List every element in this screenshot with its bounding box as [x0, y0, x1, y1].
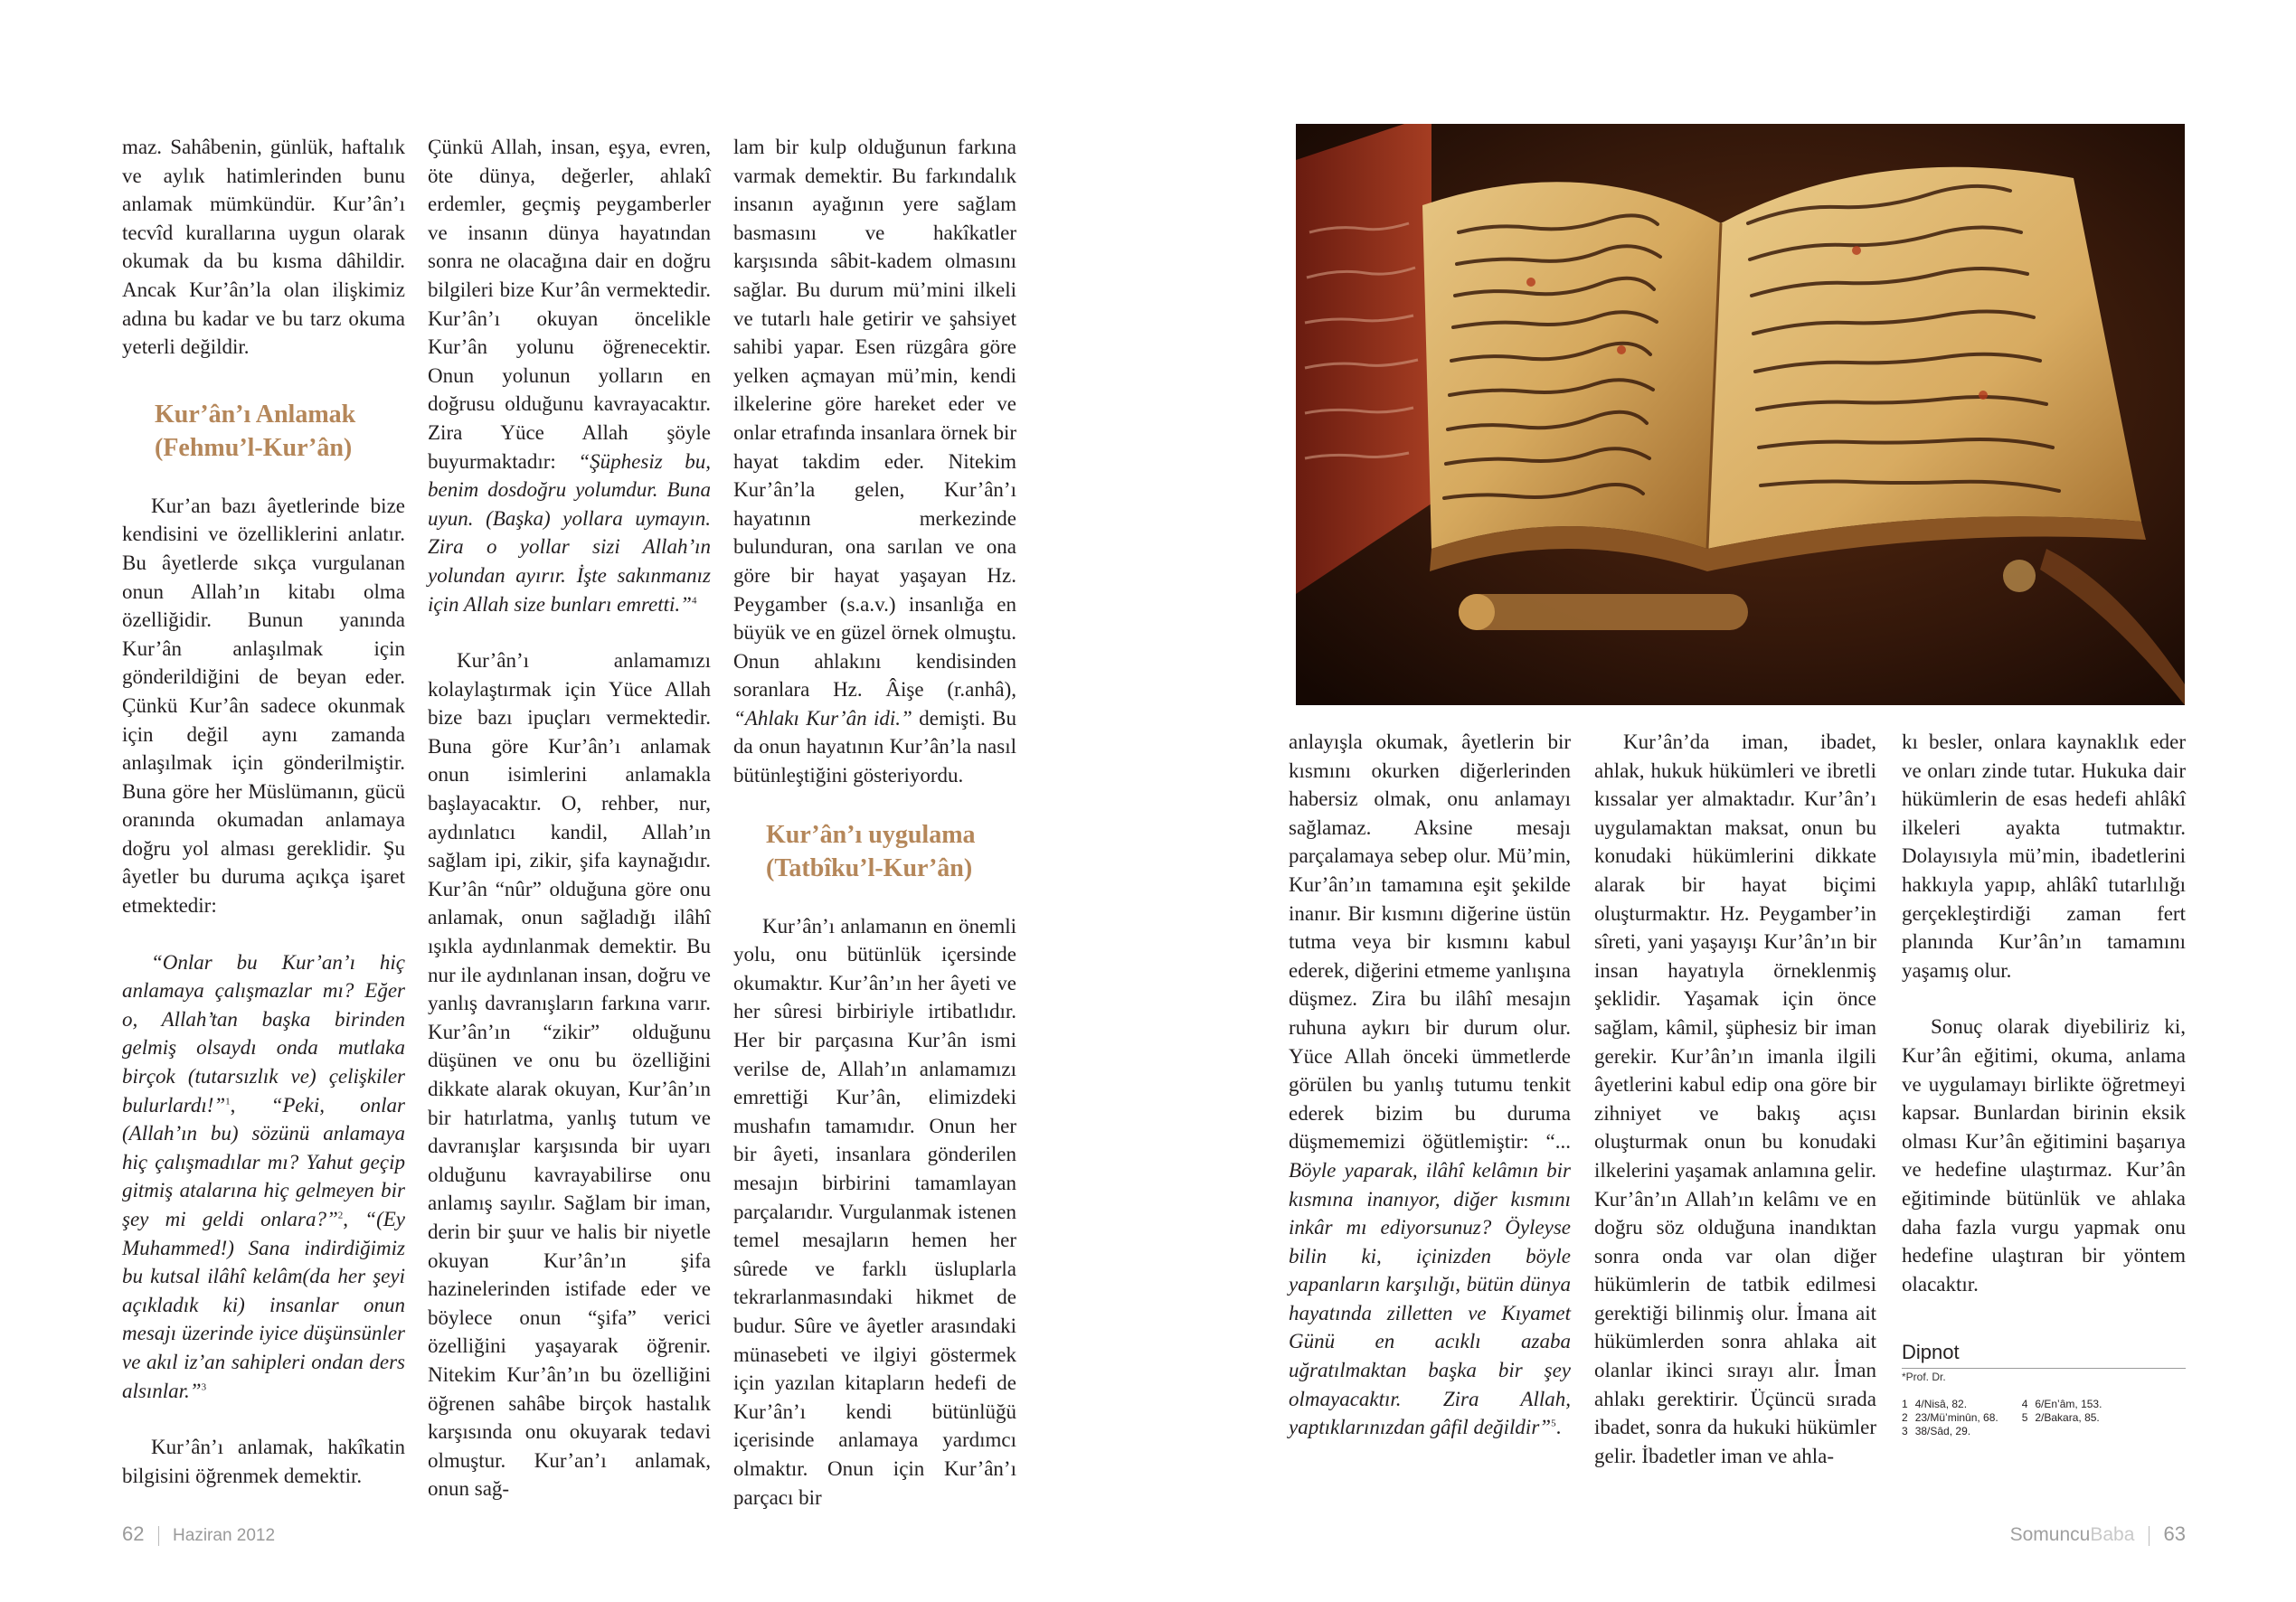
- footnotes-table: [1902, 1398, 2109, 1438]
- page-number: 62: [122, 1522, 145, 1545]
- left-column-3: [733, 133, 1016, 1540]
- manuscript-illustration: [1296, 124, 2185, 705]
- quran-manuscript-photo: [1296, 124, 2185, 705]
- left-column-1: [122, 133, 405, 1518]
- paragraph: Kur’ân’da iman, ibadet, ahlak, hukuk hükümleri ve ibretli kıssalar yer almaktadır. Kur’ân’ı uygulamaktan maksat, onun bu konudaki hükümlerini dikkate alarak bir hayat biçimi oluşturmaktır. Hz. Peygamber’in sîreti, yani yaşayışı Kur’ân’ın bir insan hayatıyla örneklenmiş şeklidir. Yaşamak için önce sağlam, kâmil, şüphesiz bir iman gerekir. Kur’ân’ın imanla ilgili âyetlerini kabul edip ona göre bir zihniyet ve bakış açısı oluşturmak onun bu konudaki ilkelerini yaşamak anlamına gelir. Kur’ân’ın Allah’ın kelâmı ve en doğru söz olduğuna inandıktan sonra onda var olan diğer hükümlerin de tatbik edilmesi gerektiği bilinmiş olur. İmana ait hükümlerden sonra ahlaka ait olanlar ikinci sırayı alır. İman ahlakı gerektirir. Üçüncü sırada ibadet, sonra da hukuki hükümler gelir. İbadetler iman ve ahla-: [1594, 730, 1876, 1467]
- footnote-row: 2 23/Mü’minûn, 68. 5 2/Bakara, 85.: [1902, 1411, 2100, 1424]
- paragraph: Kur’ân’ı anlamanın en önemli yolu, onu bütünlük içersinde okumaktır. Kur’ân’ın her âyeti ve her sûresi birbiriyle irtibatlıdır. Her bir parçasına Kur’ân ismi verilse de, Allah’ın anlamamızı emrettiği Kur’ân, elimizdeki mushafın tamamıdır. Onun her bir âyeti, insanlara gönderilen mesajın birbirini tamamlayan parçalarıdır. Vurgulanmak istenen temel mesajların hemen her sûrede ve farklı üsluplarla tekrarlanmasındaki hikmet de budur. Sûre ve âyetler arasındaki münasebeti ve ilgiyi göstermek için yazılan kitapların hedefi de Kur’ân’ı kendi bütünlüğü içerisinde anlamaya yardımcı olmaktır. Onun için Kur’ân’ı parçacı bir: [733, 914, 1016, 1509]
- section-heading: Kur’ân’ı uygulama (Tatbîku’l-Kur’ân): [766, 820, 976, 882]
- footnote-row: 1 4/Nisâ, 82. 4 6/En’âm, 153.: [1902, 1398, 2102, 1410]
- left-column-2: [428, 133, 711, 1531]
- paragraph: anlayışla okumak, âyetlerin bir kısmını okurken diğerlerinden habersiz olmak, onu anlamayı sağlamaz. Aksine mesajı parçalamaya sebep olur. Mü’min, Kur’ân’ın tamamına eşit şekilde inanır. Bir kısmını diğerine üstün tutma veya bir kısmını kabul ederek, diğerini etmeme yanlışına düşmez. Zira bu ilâhî mesajın ruhuna aykırı bir durum olur. Yüce Allah önceki ümmetlerde görülen bu yanlış tutumu tenkit ederek bizim bu duruma düşmememizi öğütlemiştir: “... Böyle yaparak, ilâhî kelâmın bir kısmına inanıyor, diğer kısmını inkâr mı ediyorsunuz? Öyleyse bilin ki, içinizden böyle yapanların karşılığı, bütün dünya hayatında zilletten ve Kıyamet Günü en acıklı azaba uğratılmaktan başka bir şey olmayacaktır. Zira Allah, yaptıklarınızdan gâfil değildir”$^5$.: [1289, 730, 1571, 1439]
- paragraph: kı besler, onlara kaynaklık eder ve onları zinde tutar. Hukuka dair hükümlerin de esas hedefi ahlâkî ilkeleri ayakta tutmaktır. Dolayısıyla mü’min, ibadetlerini hakkıyla yapıp, ahlâkî tutarlılığı gerçekleştirdiği zaman fert planında Kur’ân’ın tamamını yaşamış olur.: [1902, 730, 2186, 982]
- paragraph: Kur’ân’ı anlamamızı kolaylaştırmak için Yüce Allah bize bazı ipuçları vermektedir. Buna göre Kur’ân’ı anlamak onun isimlerini anlamakla başlayacaktır. O, rehber, nur, aydınlatıcı kandil, Allah’ın sağlam ipi, zikir, şifa kaynağıdır. Kur’ân “nûr” olduğuna göre onu anlamak, onun sağladığı ilâhî ışıkla aydınlanmak demektir. Bu nur ile aydınlanan insan, doğru ve yanlış davranışların farkına varır. Kur’ân’ın “zikir” olduğunu düşünen ve onu bu özelliğini dikkate alarak okuyan, Kur’ân’ın bir hatırlatma, yanlış tutum ve davranışlar karşısında bir uyarı olduğunu kavrayabilirse onu anlamış sayılır. Sağlam bir iman, derin bir şuur ve halis bir niyetle okuyan Kur’ân’ın şifa hazinelerinden istifade eder ve böylece onun “şifa” verici özelliğini yaşayarak öğrenir. Nitekim Kur’ân’ın bu özelliğini öğrenen sahâbe birçok hastalık karşısında onu okuyarak tedavi olmuştur. Kur’an’ı anlamak, onun sağ-: [428, 649, 711, 1501]
- author-title: *Prof. Dr.: [1902, 1371, 1946, 1383]
- magazine-logo: SomuncuBaba: [2009, 1524, 2135, 1545]
- paragraph: maz. Sahâbenin, günlük, haftalık ve aylık hatimlerinden bunu anlamak mümkündür. Kur’ân’ı tecvîd kurallarına uygun olarak okumak da bu kısma dâhildir. Ancak Kur’ân’la olan ilişkimiz adına bu kadar ve bu tarz okuma yeterli değildir.: [122, 136, 405, 359]
- right-column-3: [1902, 728, 2186, 1326]
- quote-paragraph: “Onlar bu Kur’an’ı hiç anlamaya çalışmazlar mı? Eğer o, Allah’tan başka birinden gelmiş olsaydı onda mutlaka birçok (tutarsızlık ve) çelişkiler bulurlardı!”$^1$, “Peki, onlar (Allah’ın bu) sözünü anlamaya hiç çalışmadılar mı? Yahut geçip gitmiş atalarına hiç gelmeyen bir şey mi geldi onlara?”$^2$, “(Ey Muhammed!) Sana indirdiğimiz bu kutsal ilâhî kelâm(da her şeyi açıkladık ki) insanlar onun mesajı üzerinde iyice düşünsünler ve akıl iz’an sahipleri ondan ders alsınlar.”$^3$: [122, 950, 405, 1402]
- footnotes: [1902, 1341, 2186, 1438]
- paragraph: Kur’an bazı âyetlerinde bize kendisini ve özelliklerini anlatır. Bu âyetlerde sıkça vurgulanan onun Allah’ın kitabı olma özelliğidir. Bunun yanında Kur’ân anlaşılmak için gönderildiğini de beyan eder. Çünkü Kur’ân sadece okunmak için değil aynı zamanda anlaşılmak için gönderilmiştir. Buna göre her Müslümanın, gücü oranında okumadan anlamaya doğru yol alması gereklidir. Şu âyetler bu duruma açıkça işaret etmektedir:: [122, 494, 405, 918]
- footer-divider: [2149, 1526, 2150, 1546]
- footnotes-title: Dipnot: [1902, 1341, 2186, 1369]
- right-column-1: [1289, 728, 1571, 1470]
- footer-divider: [158, 1526, 159, 1546]
- issue-date: Haziran 2012: [173, 1526, 276, 1545]
- paragraph: lam bir kulp olduğunun farkına varmak demektir. Bu farkındalık insanın ayağının yere sağlam basmasını ve hakîkatler karşısında sâbit-kadem olmasını sağlar. Bu durum mü’mini ilkeli ve tutarlı hale getirir ve şahsiyet sahibi yapar. Esen rüzgâra göre yelken açmayan mü’min, kendi ilkelerine göre hareket eder ve onlar etrafında insanlara örnek bir hayat takdim eder. Nitekim Kur’ân’la gelen, Kur’ân’ı hayatının merkezinde bulunduran, ona sarılan ve ona göre bir hayat yaşayan Hz. Peygamber (s.a.v.) insanlığa en büyük ve en güzel örnek olmuştu. Onun ahlakını kendisinden soranlara Hz. Âişe (r.anhâ), “Ahlakı Kur’ân idi.” demişti. Bu da onun hayatının Kur’ân’la nasıl bütünleştiğini gösteriyordu.: [733, 136, 1017, 787]
- paragraph: Kur’ân’ı anlamak, hakîkatin bilgisini öğrenmek demektir.: [122, 1436, 405, 1487]
- paragraph: Çünkü Allah, insan, eşya, evren, öte dünya, değerler, ahlakî erdemler, geçmiş peygamberler ve insanın dünya hayatından sonra ne olacağına dair en doğru bilgileri bize Kur’ân vermektedir. Kur’ân’ı okuyan öncelikle Kur’ân yolunu öğrenecektir. Onun yolunun yolların en doğrusu olduğunu kavrayacaktır. Zira Yüce Allah şöyle buyurmaktadır: “Şüphesiz bu, benim dosdoğru yolumdur. Buna uyun. (Başka) yollara uymayın. Zira o yollar sizi Allah’ın yolundan ayırır. İşte sakınmanız için Allah size bunları emretti.”$^4$: [428, 136, 711, 616]
- right-column-2: [1594, 728, 1876, 1498]
- page-number: 63: [2163, 1522, 2186, 1545]
- paragraph: Sonuç olarak diyebiliriz ki, Kur’ân eğitimi, okuma, anlama ve uygulamayı birlikte öğretmeyi kapsar. Bunlardan birinin eksik olması Kur’ân eğitimini başarıya ve hedefine ulaştırmaz. Kur’ân eğitiminde bütünlük ve ahlaka daha fazla vurgu yapmak onu hedefine ulaştıran bir yöntem olacaktır.: [1902, 1015, 2186, 1296]
- right-footer: [2010, 1522, 2186, 1546]
- section-heading: Kur’ân’ı Anlamak (Fehmu’l-Kur’ân): [155, 400, 356, 462]
- footnote-row: 3 38/Sâd, 29.: [1902, 1425, 1971, 1437]
- left-footer: [122, 1522, 275, 1546]
